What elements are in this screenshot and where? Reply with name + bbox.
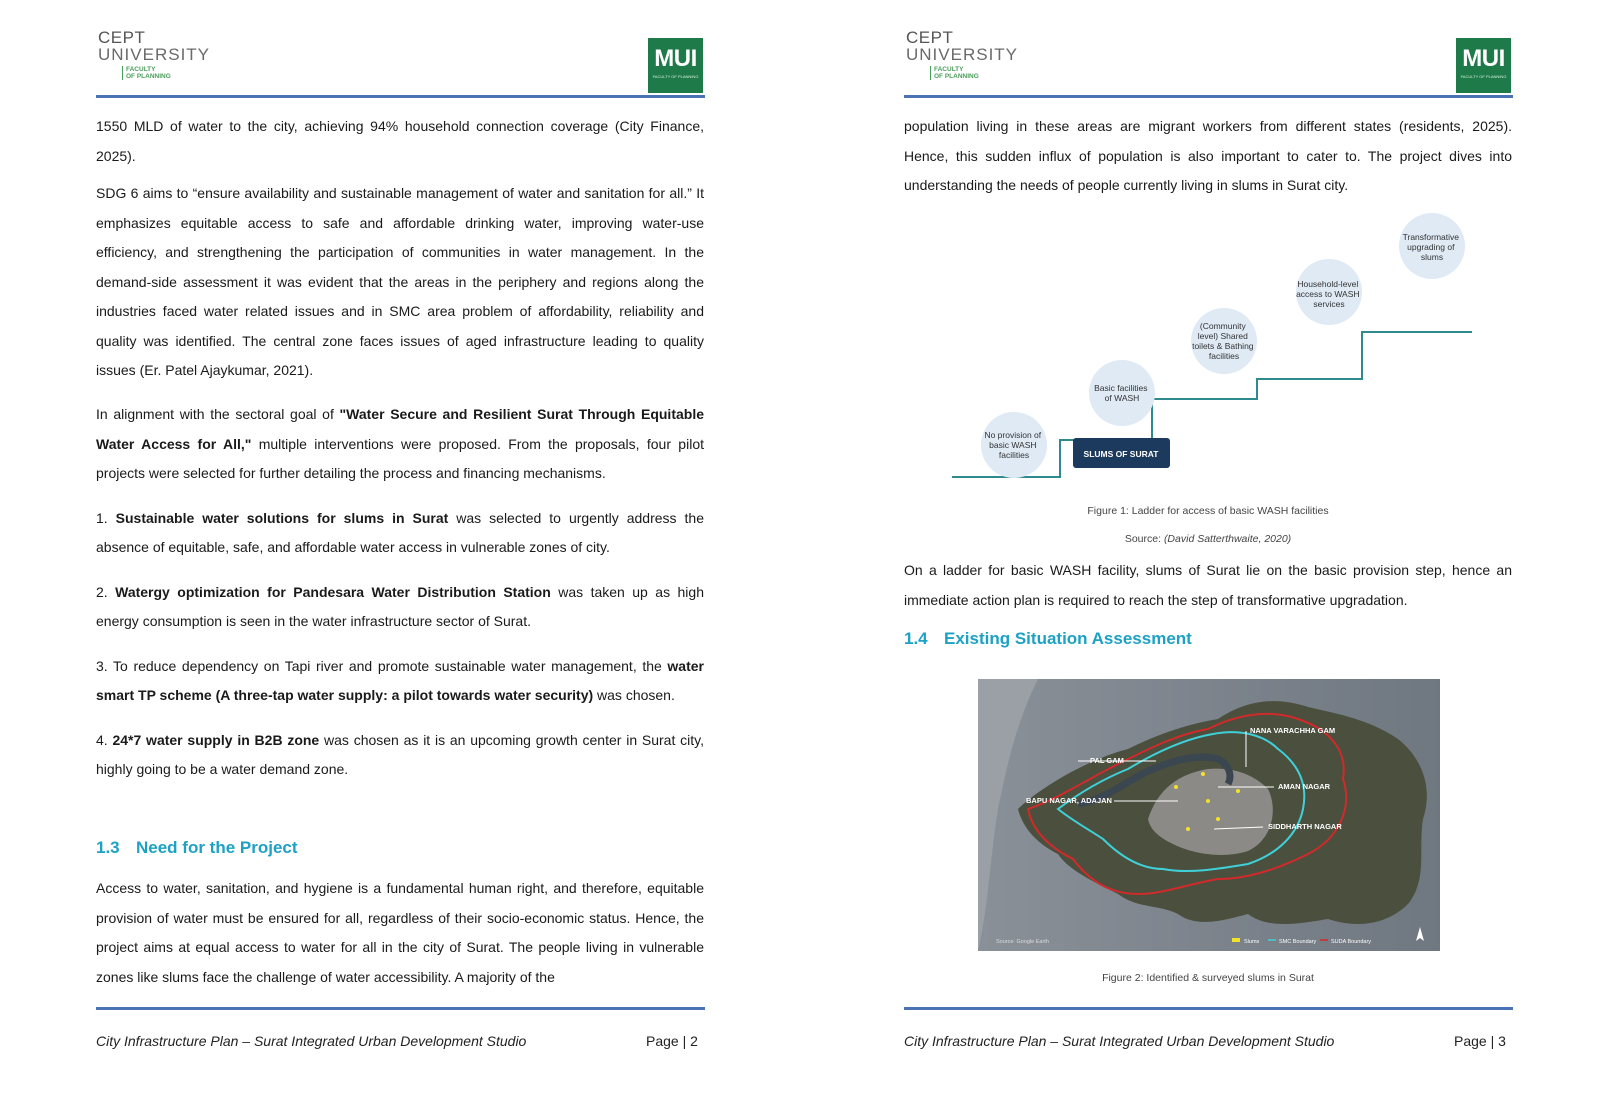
logo-text: MUI [1462, 45, 1505, 72]
section-number: 1.4 [904, 629, 928, 648]
body-text-block [96, 874, 704, 1000]
map-label: BAPU NAGAR, ADAJAN [1026, 796, 1112, 805]
section-heading [904, 629, 1192, 649]
ladder-step-label: toilets & Bathing [1192, 341, 1254, 351]
map-legend [1232, 938, 1371, 945]
footer-rule [904, 1007, 1513, 1010]
logo-text: CEPT [98, 28, 146, 47]
body-text-block [904, 112, 1512, 209]
paragraph: SDG 6 aims to “ensure availability and sustainable management of water and sanitation for all.” It emphasizes equitable access to safe and affordable drinking water, improving water-use efficiency, and strengthening the participation of communities in water management. In the demand-side assessment it was evident that the areas in the periphery and regions along the industries faced water related issues and in SMC area problem of affordability, reliability and quality was identified. The central zone faces issues of aged infrastructure leading to quality issues (Er. Patel Ajaykumar, 2021). [96, 185, 704, 378]
footer-title: City Infrastructure Plan – Surat Integrated Urban Development Studio [96, 1033, 527, 1049]
list-item [96, 504, 704, 563]
legend-swatch [1232, 938, 1240, 942]
ladder-step-label: Basic facilities [1094, 383, 1148, 393]
legend-label: SMC Boundary [1279, 939, 1317, 945]
list-item [96, 578, 704, 637]
logo-text: FACULTY [126, 66, 156, 73]
text-run: was chosen as it is an upcoming growth center in Surat city, highly going to be a water demand zone. [96, 731, 704, 777]
body-text-block [904, 556, 1512, 623]
logo-text: CEPT [906, 28, 954, 47]
body-text-block [96, 112, 704, 394]
mui-logo [1456, 38, 1511, 93]
map-label: SIDDHARTH NAGAR [1268, 822, 1342, 831]
logo-text: UNIVERSITY [906, 45, 1019, 64]
ladder-step-label: level) Shared [1197, 331, 1248, 341]
text-run: Source: [1124, 533, 1164, 545]
list-item [96, 726, 704, 785]
ladder-step-label: facilities [998, 450, 1030, 460]
slums-of-surat-marker [1073, 438, 1170, 468]
ladder-step-label: Household-level [1297, 279, 1359, 289]
text-run: was selected to urgently address the absence of equitable, safe, and affordable water access in vulnerable zones of city. [96, 509, 704, 555]
text-run-bold: water smart TP scheme (A three-tap water supply: a pilot towards water security) [96, 657, 704, 703]
legend-label: SUDA Boundary [1331, 939, 1372, 945]
paragraph: 1550 MLD of water to the city, achieving 94% household connection coverage (City Finance, 2025). [96, 118, 704, 164]
list-number: 2. [96, 583, 116, 600]
marker-label: SLUMS OF SURAT [1083, 449, 1159, 459]
text-run-bold: 24*7 water supply in B2B zone [112, 731, 320, 748]
ladder-step-label: access to WASH [1296, 289, 1360, 299]
ladder-step-label: slums [1420, 252, 1444, 262]
logo-faculty [122, 66, 171, 80]
ladder-step [981, 412, 1047, 478]
ladder-step-label: Transformative [1402, 232, 1459, 242]
ladder-step [1399, 213, 1465, 279]
text-run: was chosen. [593, 687, 675, 703]
logo-text: FACULTY OF PLANNING [652, 74, 699, 79]
text-run-italic: (David Satterthwaite, 2020) [1163, 533, 1292, 545]
wash-ladder-diagram [938, 213, 1478, 483]
text-run: In alignment with the sectoral goal of [96, 406, 340, 422]
ladder-step-label: basic WASH [989, 440, 1037, 450]
map-source: Source: Google Earth [996, 939, 1049, 945]
ladder-step-label: of WASH [1104, 393, 1140, 403]
ladder-step-label: (Community [1199, 321, 1246, 331]
figure-source [904, 533, 1512, 545]
logo-text: OF PLANNING [126, 73, 171, 80]
figure-caption: Figure 2: Identified & surveyed slums in Surat [1102, 972, 1314, 984]
paragraph [96, 400, 704, 489]
list-number: 1. [96, 509, 116, 526]
section-number: 1.3 [96, 838, 120, 857]
mui-logo [648, 38, 703, 93]
legend-label: Slums [1244, 939, 1260, 945]
ladder-step-label: facilities [1208, 351, 1240, 361]
section-title: Need for the Project [136, 838, 298, 857]
logo-text: OF PLANNING [934, 73, 979, 80]
paragraph: population living in these areas are migrant workers from different states (residents, 2025). Hence, this sudden influx of population is also important to cater to. The project dives into understanding the needs of people currently living in slums in Surat city. [904, 118, 1512, 193]
map-label: NANA VARACHHA GAM [1250, 726, 1336, 735]
ladder-step [1089, 360, 1155, 426]
text-run-bold: Sustainable water solutions for slums in Surat [115, 509, 449, 526]
text-run-bold: Watergy optimization for Pandesara Water Distribution Station [115, 583, 551, 600]
paragraph: Access to water, sanitation, and hygiene is a fundamental human right, and therefore, equitable provision of water must be ensured for all, regardless of their socio-economic status. Hence, the project aims at equal access to water for all in the city of Surat. The people living in vulnerable zones like slums face the challenge of water accessibility. A majority of the [96, 880, 704, 985]
cept-university-logo [906, 28, 1019, 82]
ladder-step-label: upgrading of [1407, 242, 1455, 252]
footer-rule [96, 1007, 705, 1010]
header-rule [96, 95, 705, 98]
figure-caption: Figure 1: Ladder for access of basic WASH facilities [1087, 505, 1329, 517]
ladder-step [1296, 259, 1362, 325]
header-rule [904, 95, 1513, 98]
paragraph: On a ladder for basic WASH facility, slums of Surat lie on the basic provision step, hence an immediate action plan is required to reach the step of transformative upgradation. [904, 562, 1512, 608]
map-label: PAL GAM [1090, 756, 1124, 765]
logo-text: FACULTY OF PLANNING [1460, 74, 1507, 79]
map-label: AMAN NAGAR [1278, 782, 1331, 791]
cept-university-logo [98, 28, 211, 82]
surat-slums-map [978, 679, 1440, 951]
body-text-block [96, 400, 704, 793]
logo-faculty [930, 66, 979, 80]
list-number: 4. [96, 731, 113, 748]
section-title: Existing Situation Assessment [944, 629, 1192, 648]
logo-text: FACULTY [934, 66, 964, 73]
footer-title: City Infrastructure Plan – Surat Integrated Urban Development Studio [904, 1033, 1335, 1049]
section-heading [96, 838, 298, 858]
page-number: Page | 3 [1454, 1033, 1506, 1049]
page-number: Page | 2 [646, 1033, 698, 1049]
ladder-step-label: services [1313, 299, 1345, 309]
text-run-bold: "Water Secure and Resilient Surat Through Equitable Water Access for All," [96, 406, 704, 452]
list-item [96, 652, 704, 711]
logo-text: UNIVERSITY [98, 45, 211, 64]
text-run: 3. To reduce dependency on Tapi river and promote sustainable water management, the [96, 657, 668, 674]
page-3 [808, 0, 1600, 1120]
logo-text: MUI [654, 45, 697, 72]
ladder-step [1191, 308, 1257, 374]
ladder-step-label: No provision of [984, 430, 1042, 440]
text-run: was taken up as high energy consumption is seen in the water infrastructure sector of Surat. [96, 583, 704, 629]
text-run: multiple interventions were proposed. From the proposals, four pilot projects were selected for further detailing the process and financing mechanisms. [96, 435, 704, 481]
